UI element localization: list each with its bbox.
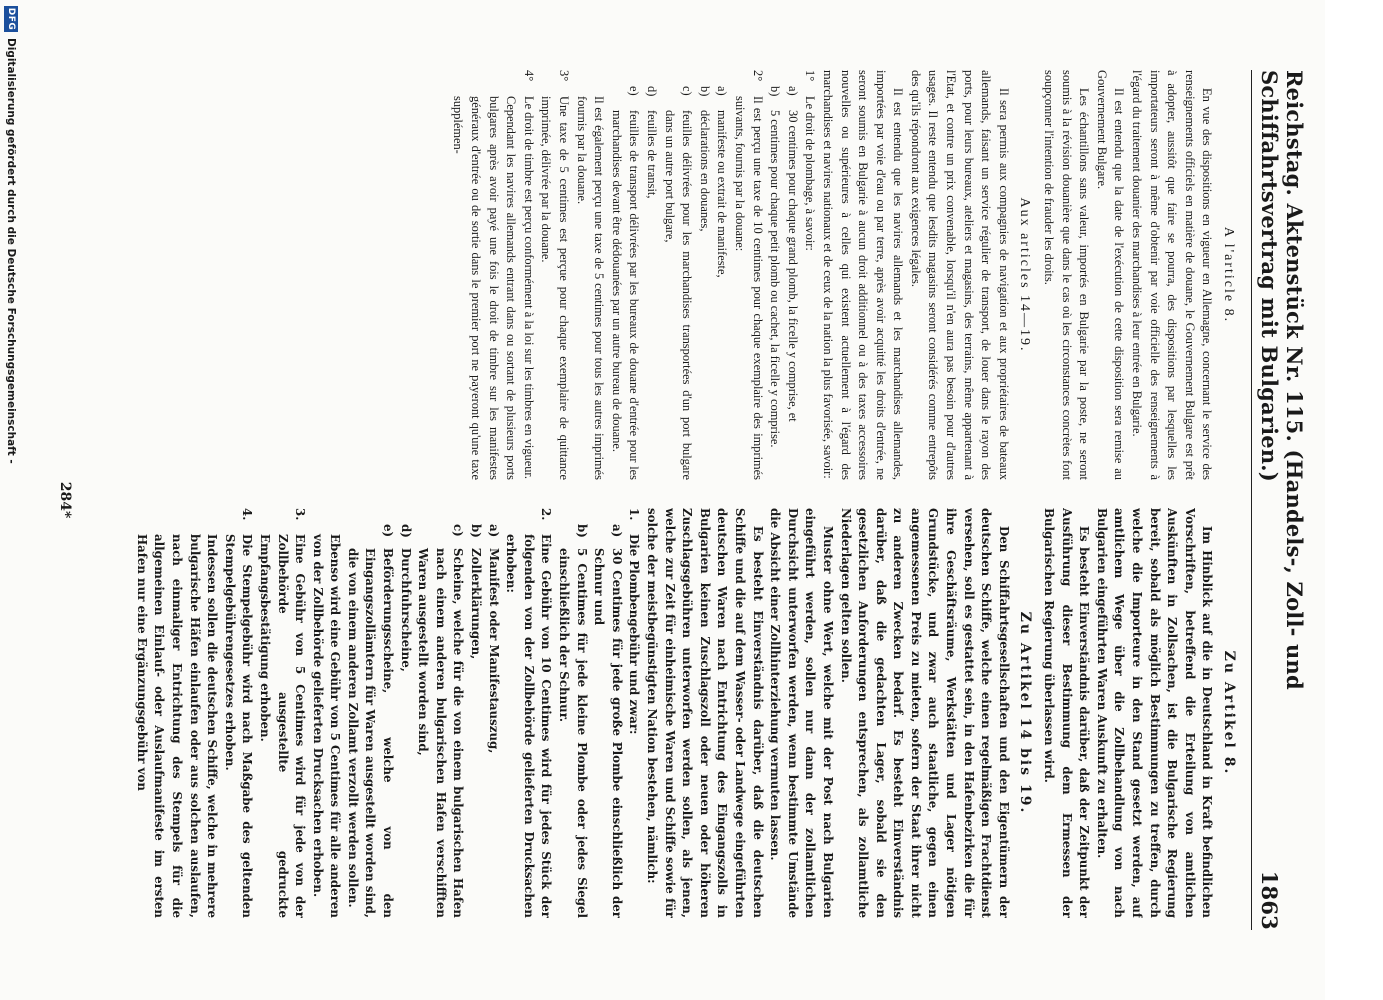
list-subitem: a) 30 centimes pour chaque grand plomb, la ficelle y comprise, et [785,86,800,422]
list-subitem: c) Scheine, welche für die von einem bulgarischen Hafen nach einem anderen bulgarischen Hafen verschifften Waren ausgestellt worden sind, [416,524,466,918]
dfg-logo-icon: DFG [6,7,16,31]
list-subitem: b) Zollerklärungen, [469,524,484,660]
list-item: 2° Il est perçu une taxe de 10 centimes pour chaque exemplaire des imprimés suivants, fournis par la douane: [732,70,765,480]
paragraph: Ebenso wird eine Gebühr von 5 Centimes für alle anderen von der Zollbehörde gelieferten Drucksachen erhoben. [310,534,343,918]
list-item: 1. Die Plombengebühr und zwar: [627,508,642,735]
digitization-credit [0,0,22,1000]
page-header [1251,70,1307,930]
list-subitem: b) 5 centimes pour chaque petit plomb ou cachet, la ficelle y comprise. [768,86,783,448]
header-page-number: 1863 [1257,870,1282,930]
list-item: 1° Le droit de plombage, à savoir: [803,70,818,251]
paragraph: Den Schiffahrtsgesellschaften und den Eigentümern der deutschen Schiffe, welche einen regelmäßigen Frachtdienst versehen, soll es gestattet sein, in den Hafenbezirken die für ihre Geschäftsräume, Werkstätten und Lager nötigen Grundstücke, und zwar auch staatliche, gegen einen angemessenen Preis zu mieten, sofern der Staat ihrer nicht zu anderen Zwecken bedarf. Es besteht Einverständnis darüber, daß die gedachten Lager, sobald sie den gesetzlichen Anforderungen entsprechen, als zollamtliche Niederlagen gelten sollen. [838,508,1011,918]
list-subitem: e) Beförderungsscheine, welche von den Eingangszollämtern für Waren ausgestellt worden sind, die von einem anderen Zollamt verzollt werden sollen. [345,524,396,918]
list-subitem: a) 30 Centimes für jede große Plombe einschließlich der Schnur und [592,524,624,918]
list-item: 2. Eine Gebühr von 10 Centimes wird für jedes Stück der folgenden von der Zollbehörde gelieferten Drucksachen erhoben: [504,508,554,918]
paragraph: En vue des dispositions en vigueur en Allemagne, concernant le service des renseignements officiels en matière de douane, le Gouvernement Bulgare est prêt à adopter, aussitôt que faire se pourra, des dispositions par lesquelles les importateurs seront à même d'obtenir par voie officielle des renseignements à l'égard du traitement douanier des marchandises à leur entrée en Bulgarie. [1130,70,1215,480]
section-title: Zu Artikel 14 bis 19. [1017,611,1034,815]
list-item: 3. Eine Gebühr von 5 Centimes wird für jede von der Zollbehörde ausgestellte gedruckte Empfangsbestätigung erhoben. [257,508,308,918]
paragraph: Im Hinblick auf die in Deutschland in Kraft befindlichen Vorschriften, betreffend die Erteilung von amtlichen Auskünften in Zollsachen, ist die Bulgarische Regierung bereit, sobald als möglich Bestimmungen zu treffen, durch welche die Importeure in den Stand gesetzt werden, auf amtlichem Wege über die Zollbehandlung von nach Bulgarien eingeführten Waren Auskunft zu erhalten. [1094,508,1215,918]
french-column [87,70,1237,480]
list-subitem: a) manifeste ou extrait de manifeste, [715,86,730,278]
section-title: Zu Artikel 8. [1221,650,1237,776]
section-title: A l'article 8. [1221,226,1236,324]
paragraph: Cependant les navires allemands entrant dans ou sortant de plusieurs ports bulgares après avoir payé une fois le droit de timbre sur les manifestes généraux d'entrée ou de sortie dans le premier port ne payeront qu'une taxe supplémen- [451,96,519,480]
paragraph: Indessen sollen die deutschen Schiffe, welche in mehrere bulgarische Häfen einlaufen oder aus solchen auslaufen, nach einmaliger Entrichtung des Stempels für die allgemeinen Einlauf- oder Auslaufmanifeste im ersten Hafen nur eine Ergänzungsgebühr von [134,534,220,918]
list-subitem: e) feuilles de transport délivrées par les bureaux de douane d'entrée pour les marchandises devant être dédouanées par un autre bureau de douane. [609,86,642,480]
german-column [87,508,1237,918]
signature-mark: 284* [57,481,73,519]
credit-text: Digitalisierung gefördert durch die Deutsche Forschungsgemeinschaft - [5,38,17,464]
list-item: 4. Die Stempelgebühr wird nach Maßgabe des geltenden Stempelgebührengesetzes erhoben. [222,508,255,918]
paragraph: Muster ohne Wert, welche mit der Post nach Bulgarien eingeführt werden, sollen nur dann der zollamtlichen Durchsicht unterworfen werden, wenn bestimmte Umstände die Absicht einer Zollhinterziehung vermuten lassen. [768,508,835,918]
list-subitem: d) Durchfuhrscheine, [398,524,413,672]
list-subitem: a) Manifest oder Manifestauszug, [486,524,501,754]
paragraph: Il est entendu que la date de l'exécution de cette disposition sera remise au Gouvernement Bulgare. [1094,70,1127,480]
paragraph: Es besteht Einverständnis darüber, daß der Zeitpunkt der Ausführung dieser Bestimmung dem Ermessen der Bulgarischen Regierung überlassen wird. [1042,508,1092,918]
paragraph: Il est entendu que les navires allemands et les marchandises allemandes, importées par voie d'eau ou par terre, après avoir acquitté les droits d'entrée, ne seront soumis en Bulgarie à aucun droit additionnel ou à des taxes accessoires nouvelles ou supérieures à celles qui existent actuellement à l'égard des marchandises et navires nationaux et de ceux de la nation la plus favorisée, savoir: [820,70,906,480]
list-subitem: d) feuilles de transit, [645,86,659,199]
list-subitem: b) déclarations en douanes, [697,86,712,232]
list-subitem: c) feuilles délivrées pour les marchandises transportées d'un port bulgare dans un autre port bulgare, [662,86,695,480]
paragraph: Il est également perçu une taxe de 5 centimes pour tous les autres imprimés fournis par la douane. [574,96,607,480]
section-title: Aux articles 14—19. [1017,197,1033,353]
paragraph: Il sera permis aux compagnies de navigation et aux propriétaires de bateaux allemands, faisant un service régulier de transport, de louer dans le rayon des ports, pour leurs bureaux, ateliers et magasins, des terrains, même appartenant à l'Etat, et contre un prix convenable, lorsqu'il n'en aura pas besoin pour d'autres usages. Il reste entendu que lesdits magasins seront considérés comme entrepôts des qu'ils répondront aux exigences légales. [908,70,1011,480]
list-item: 3° Une taxe de 5 centimes est perçue pour chaque exemplaire de quittance imprimée, délivrée par la douane. [539,70,572,480]
paragraph: Es besteht Einverständnis darüber, daß die deutschen Schiffe und die auf dem Wasser- oder Landwege eingeführten deutschen Waren nach Entrichtung des Eingangszolls in Bulgarien keinen Zuschlagszoll oder neuen oder höheren Zuschlagsgebühren unterworfen werden sollen, als jenen, welche zur Zeit für einheimische Waren und Schiffe sowie für solche der meistbegünstigten Nation bestehen, nämlich: [645,508,765,918]
paragraph: Les échantillons sans valeur, importés en Bulgarie par la poste, ne seront soumis à la révision douanière que dans le cas où les circonstances concrètes font soupçonner l'intention de frauder les droits. [1042,70,1092,480]
list-item: 4° Le droit de timbre est perçu conformément à la loi sur les timbres en vigueur. [521,70,536,479]
header-title: Reichstag. Aktenstück Nr. 115. (Handels-, Zoll- und Schiffahrtsvertrag mit Bulgarien.) [1257,70,1307,690]
list-subitem: b) 5 Centimes für jede kleine Plombe oder jedes Siegel einschließlich der Schnur. [557,524,589,918]
